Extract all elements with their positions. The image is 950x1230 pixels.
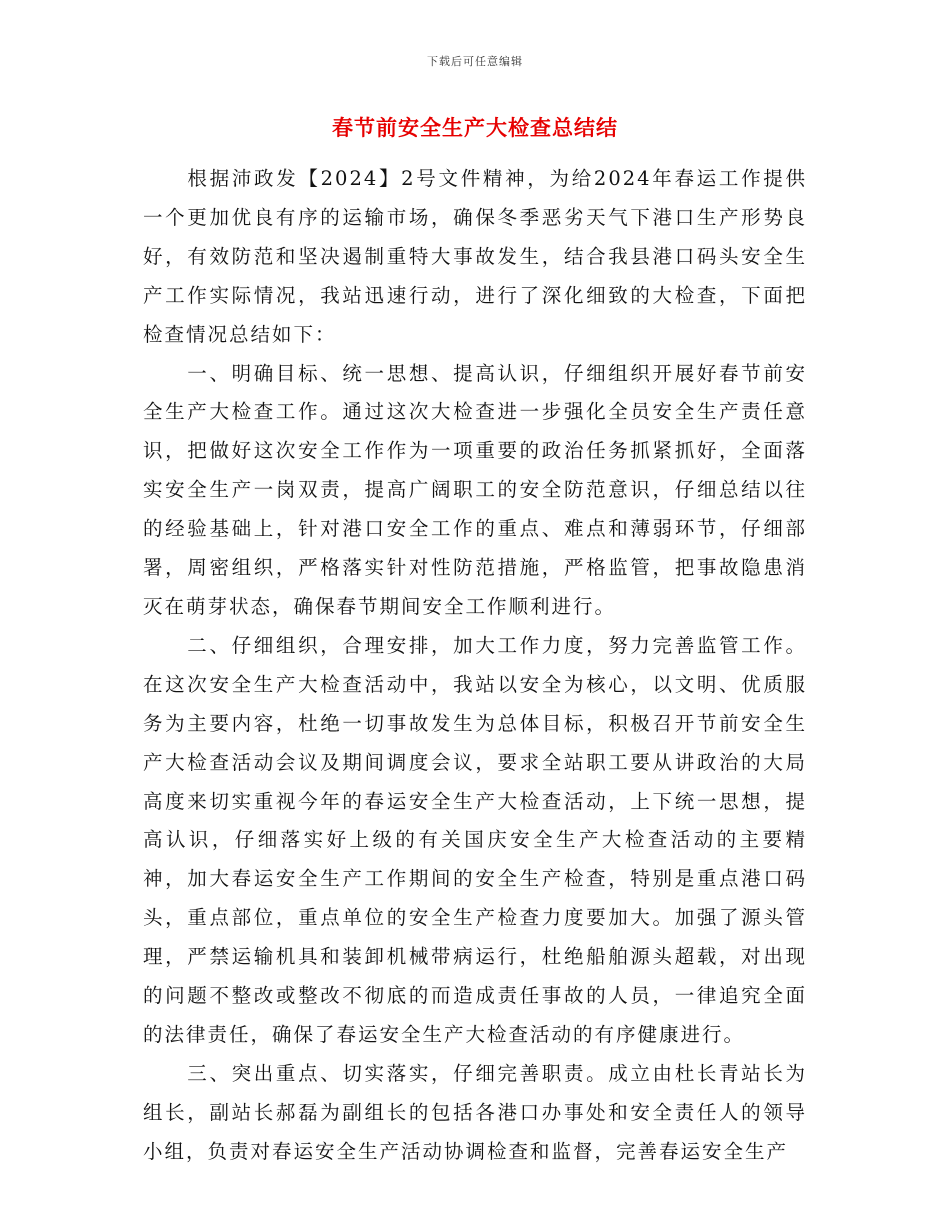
paragraph-intro: 根据沛政发【2024】2号文件精神，为给2024年春运工作提供一个更加优良有序的运输市场，确保冬季恶劣天气下港口生产形势良好，有效防范和坚决遏制重特大事故发生，结合我县港口码头安全生产工作实际情况，我站迅速行动，进行了深化细致的大检查，下面把检查情况总结如下： xyxy=(143,167,807,346)
document-body xyxy=(143,160,807,1172)
header-note: 下载后可任意编辑 xyxy=(427,55,523,68)
paragraph-section-2: 二、仔细组织，合理安排，加大工作力度，努力完善监管工作。在这次安全生产大检查活动中，我站以安全为核心，以文明、优质服务为主要内容，杜绝一切事故发生为总体目标，积极召开节前安全生产大检查活动会议及期间调度会议，要求全站职工要从讲政治的大局高度来切实重视今年的春运安全生产大检查活动，上下统一思想，提高认识，仔细落实好上级的有关国庆安全生产大检查活动的主要精神，加大春运安全生产工作期间的安全生产检查，特别是重点港口码头，重点部位，重点单位的安全生产检查力度要加大。加强了源头管理，严禁运输机具和装卸机械带病运行，杜绝船舶源头超载，对出现的问题不整改或整改不彻底的而造成责任事故的人员，一律追究全面的法律责任，确保了春运安全生产大检查活动的有序健康进行。 xyxy=(143,633,807,1046)
document-title: 春节前安全生产大检查总结结 xyxy=(332,116,618,140)
paragraph-section-3: 三、突出重点、切实落实，仔细完善职责。成立由杜长青站长为组长，副站长郝磊为副组长的包括各港口办事处和安全责任人的领导小组，负责对春运安全生产活动协调检查和监督，完善春运安全生产 xyxy=(143,1061,807,1163)
paragraph-section-1: 一、明确目标、统一思想、提高认识，仔细组织开展好春节前安全生产大检查工作。通过这次大检查进一步强化全员安全生产责任意识，把做好这次安全工作作为一项重要的政治任务抓紧抓好，全面落实安全生产一岗双责，提高广阔职工的安全防范意识，仔细总结以往的经验基础上，针对港口安全工作的重点、难点和薄弱环节，仔细部署，周密组织，严格落实针对性防范措施，严格监管，把事故隐患消灭在萌芽状态，确保春节期间安全工作顺利进行。 xyxy=(143,361,807,618)
